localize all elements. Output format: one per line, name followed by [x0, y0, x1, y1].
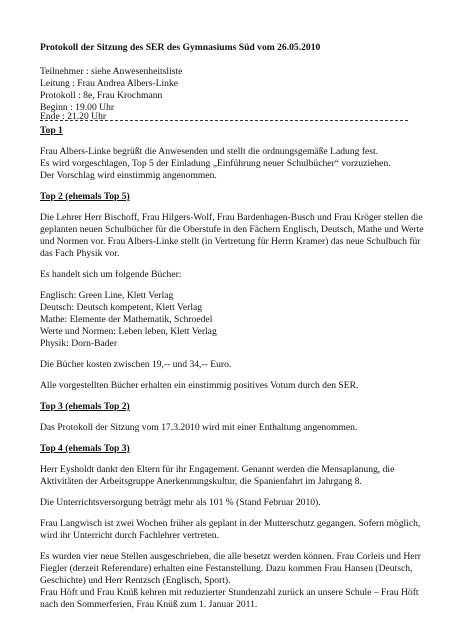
dashed-divider [40, 120, 408, 121]
book-item: Deutsch: Deutsch kompetent, Klett Verlag [40, 302, 203, 313]
end-time-line: Ende : 21.20 Uhr [40, 111, 107, 122]
attendees-line: Teilnehmer : siehe Anwesenheitsliste [40, 66, 183, 77]
top4-paragraph-line: Frau Langwisch ist zwei Wochen früher als geplant in der Mutterschutz gegangen. Sofern möglich, [40, 518, 421, 529]
top4-paragraph-line: Aktivitäten der Arbeitsgruppe Anerkennungskultur, die Spanienfahrt im Jahrgang 8. [40, 476, 362, 487]
top4-paragraph-line: nach den Sommerferien, Frau Knüß zum 1. Januar 2011. [40, 599, 258, 610]
top4-paragraph-line: Geschichte) und Herr Rentzsch (Englisch, Sport). [40, 575, 231, 586]
book-item: Mathe: Elemente der Mathematik, Schroedel [40, 314, 213, 325]
top4-paragraph-line: wird ihr Unterricht durch Fachlehrer vertreten. [40, 530, 220, 541]
section-heading-top4: Top 4 (ehemals Top 3) [40, 443, 130, 454]
book-item: Werte und Normen: Leben leben, Klett Verlag [40, 326, 217, 337]
book-item: Englisch: Green Line, Klett Verlag [40, 290, 174, 301]
top2-paragraph-line: und Normen vor. Frau Albers-Linke stellt (in Vertretung für Herrn Kramer) das neue Schulbuch für [40, 236, 421, 247]
top2-paragraph-line: Die Lehrer Herr Bischoff, Frau Hilgers-Wolf, Frau Bardenhagen-Busch und Frau Kröger stellen die [40, 212, 423, 223]
top1-line: Frau Albers-Linke begrüßt die Anwesenden und stellt die ordnungsgemäße Ladung fest. [40, 146, 379, 157]
books-intro: Es handelt sich um folgende Bücher: [40, 269, 182, 280]
top1-line: Der Vorschlag wird einstimmig angenommen. [40, 170, 217, 181]
document-title: Protokoll der Sitzung des SER des Gymnasiums Süd vom 26.05.2010 [40, 42, 321, 53]
top4-paragraph-line: Fiegler (derzeit Referendare) erhalten eine Festanstellung. Dazu kommen Frau Hansen (Deutsch, [40, 563, 413, 574]
section-heading-top3: Top 3 (ehemals Top 2) [40, 401, 130, 412]
books-vote: Alle vorgestellten Bücher erhalten ein einstimmig positives Votum durch den SER. [40, 380, 359, 391]
start-time-line: Beginn : 19.00 Uhr [40, 102, 115, 113]
chair-line: Leitung : Frau Andrea Albers-Linke [40, 78, 179, 89]
top2-paragraph-line: geplanten neuen Schulbücher für die Oberstufe in den Fächern Englisch, Deutsch, Mathe und Werte [40, 224, 424, 235]
top1-line: Es wird vorgeschlagen, Top 5 der Einladung „Einführung neuer Schulbücher“ vorzuziehen. [40, 158, 391, 169]
top3-line: Das Protokoll der Sitzung vom 17.3.2010 wird mit einer Enthaltung angenommen. [40, 422, 358, 433]
top4-paragraph-line: Herr Eysholdt dankt den Eltern für ihr Engagement. Genannt werden die Mensaplanung, die [40, 464, 395, 475]
minutes-taker-line: Protokoll : 8e, Frau Krochmann [40, 90, 163, 101]
book-item: Physik: Dorn-Bader [40, 338, 118, 349]
books-price: Die Bücher kosten zwischen 19,-- und 34,-- Euro. [40, 359, 232, 370]
top4-paragraph-line: Frau Höft und Frau Knüß kehren mit reduzierter Stundenzahl zurück an unsere Schule – Frau Höft [40, 587, 419, 598]
section-heading-top2: Top 2 (ehemals Top 5) [40, 191, 130, 202]
top4-staffing-line: Die Unterrichtsversorgung beträgt mehr als 101 % (Stand Februar 2010). [40, 497, 321, 508]
top4-paragraph-line: Es wurden vier neue Stellen ausgeschrieben, die alle besetzt werden können. Frau Corleis und Herr [40, 551, 421, 562]
section-heading-top1: Top 1 [40, 125, 63, 136]
top2-paragraph-line: das Fach Physik vor. [40, 248, 120, 259]
